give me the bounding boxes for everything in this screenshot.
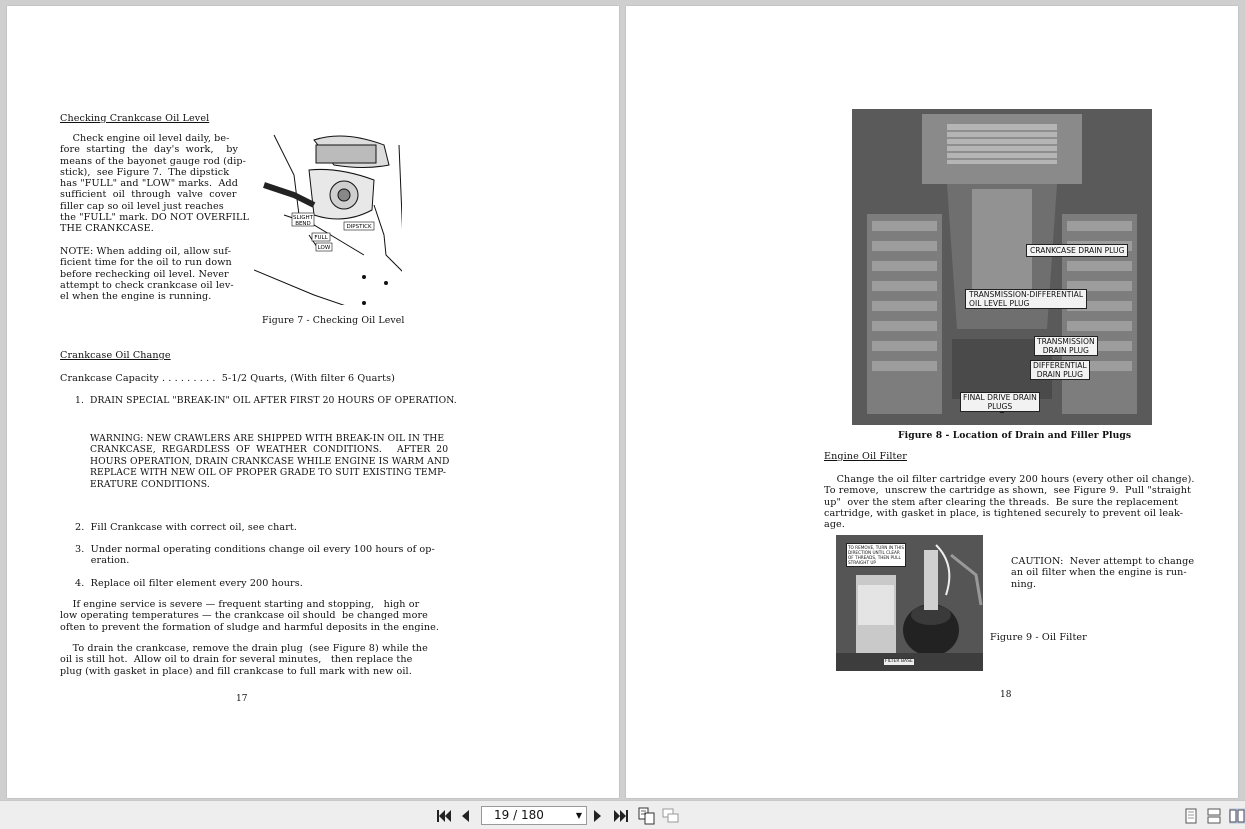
heading-engine-oil-filter: Engine Oil Filter — [824, 451, 907, 462]
fig7-bend-label-a: SLIGHT — [293, 215, 313, 221]
step-3-line: eration. — [75, 555, 130, 567]
check-oil-line: THE CRANKCASE. — [60, 223, 154, 234]
figure-9-caption: Figure 9 - Oil Filter — [990, 632, 1087, 643]
crankcase-capacity: Crankcase Capacity . . . . . . . . . 5-1/2 Quarts, (With filter 6 Quarts) — [60, 373, 395, 384]
step-4: 4. Replace oil filter element every 200 hours. — [75, 578, 303, 589]
label-crankcase-drain-plug: CRANKCASE DRAIN PLUG — [1026, 244, 1128, 257]
check-oil-line: means of the bayonet gauge rod (dip- — [60, 155, 246, 167]
figure-8-caption: Figure 8 - Location of Drain and Filler Plugs — [898, 430, 1132, 441]
figure-9-oil-filter-photo — [836, 535, 983, 671]
step-1: 1. DRAIN SPECIAL "BREAK-IN" OIL AFTER FIRST 20 HOURS OF OPERATION. — [75, 395, 457, 406]
next-page-icon[interactable] — [594, 810, 602, 822]
label-differential-drain-plug: DIFFERENTIAL DRAIN PLUG — [1030, 360, 1090, 380]
drain-line: plug (with gasket in place) and fill crankcase to full mark with new oil. — [60, 665, 412, 677]
page-number-value: 19 / 180 — [494, 808, 544, 822]
heading-checking-oil-level: Checking Crankcase Oil Level — [60, 113, 210, 124]
chevron-down-icon: ▼ — [575, 811, 582, 820]
caution-line: an oil filter when the engine is run- — [1011, 567, 1187, 579]
filter-line: Change the oil filter cartridge every 200 hours (every other oil change). — [824, 474, 1195, 485]
severe-line: If engine service is severe — frequent starting and stopping, high or — [60, 599, 420, 610]
step-3-line: 3. Under normal operating conditions change oil every 100 hours of op- — [75, 544, 435, 555]
check-oil-line: the "FULL" mark. DO NOT OVERFILL — [60, 211, 249, 223]
first-page-icon[interactable] — [437, 810, 451, 822]
note-line: before rechecking oil level. Never — [60, 268, 229, 280]
filter-line: up" over the stem after clearing the threads. Be sure the replacement — [824, 496, 1179, 508]
note-line: NOTE: When adding oil, allow suf- — [60, 246, 232, 257]
label-transmission-drain-plug: TRANSMISSION DRAIN PLUG — [1034, 336, 1098, 356]
drain-line: oil is still hot. Allow oil to drain for several minutes, then replace the — [60, 654, 413, 666]
fig9-instruction-label: TO REMOVE, TURN IN THIS DIRECTION UNTIL CLEAR OF THREADS, THEN PULL STRAIGHT UP — [848, 545, 905, 565]
heading-oil-change: Crankcase Oil Change — [60, 350, 171, 361]
double-page-view-icon[interactable] — [1229, 808, 1245, 824]
caution-line: ning. — [1011, 578, 1037, 590]
filter-line: To remove, unscrew the cartridge as shown, see Figure 9. Pull "straight — [824, 485, 1192, 497]
page-number-17: 17 — [236, 694, 248, 704]
warning-line: REPLACE WITH NEW OIL OF PROPER GRADE TO SUIT EXISTING TEMP- — [90, 467, 447, 479]
single-page-view-icon[interactable] — [1185, 808, 1197, 824]
fig7-dipstick-label: DIPSTICK — [346, 224, 372, 230]
fig7-full-label: FULL — [314, 235, 328, 241]
page-number-18: 18 — [1000, 690, 1012, 700]
warning-line: HOURS OPERATION, DRAIN CRANKCASE WHILE ENGINE IS WARM AND — [90, 455, 450, 467]
label-final-drive-drain-plugs: FINAL DRIVE DRAIN PLUGS — [960, 392, 1040, 412]
filter-line: cartridge, with gasket in place, is tightened securely to prevent oil leak- — [824, 507, 1184, 519]
fig9-filter-base-label: FILTER BASE — [885, 659, 913, 664]
facing-pages-icon[interactable] — [662, 808, 680, 824]
caution-line: CAUTION: Never attempt to change — [1011, 556, 1195, 567]
note-line: attempt to check crankcase oil lev- — [60, 279, 234, 291]
fig7-bend-label-b: BEND — [295, 221, 311, 227]
figure-7-caption: Figure 7 - Checking Oil Level — [262, 315, 405, 326]
fig7-low-label: LOW — [317, 245, 331, 251]
previous-page-icon[interactable] — [461, 810, 469, 822]
severe-line: often to prevent the formation of sludge and harmful deposits in the engine. — [60, 621, 440, 633]
page-number-select[interactable] — [481, 806, 587, 825]
figure-7-dipstick-drawing — [254, 125, 402, 305]
note-line: ficient time for the oil to run down — [60, 257, 232, 269]
continuous-view-icon[interactable] — [1207, 808, 1221, 824]
check-oil-line: fore starting the day's work, by — [60, 144, 238, 156]
note-line: el when the engine is running. — [60, 291, 212, 302]
check-oil-line: sufficient oil through valve cover — [60, 189, 237, 201]
label-transmission-differential-level-plug: TRANSMISSION-DIFFERENTIAL OIL LEVEL PLUG — [965, 289, 1087, 309]
drain-line: To drain the crankcase, remove the drain plug (see Figure 8) while the — [60, 643, 428, 654]
warning-line: CRANKCASE, REGARDLESS OF WEATHER CONDITIONS. AFTER 20 — [90, 444, 449, 456]
viewer-toolbar — [0, 800, 1245, 829]
last-page-icon[interactable] — [614, 810, 628, 822]
warning-line: ERATURE CONDITIONS. — [90, 478, 210, 490]
severe-line: low operating temperatures — the crankcase oil should be changed more — [60, 610, 428, 622]
check-oil-line: has "FULL" and "LOW" marks. Add — [60, 178, 238, 189]
check-oil-line: stick), see Figure 7. The dipstick — [60, 166, 230, 178]
two-page-view-icon[interactable] — [638, 807, 656, 825]
figure-8-crawler-photo — [852, 109, 1152, 425]
warning-line: WARNING: NEW CRAWLERS ARE SHIPPED WITH BREAK-IN OIL IN THE — [90, 433, 445, 444]
check-oil-line: Check engine oil level daily, be- — [60, 133, 230, 144]
filter-line: age. — [824, 519, 845, 531]
check-oil-line: filler cap so oil level just reaches — [60, 200, 224, 212]
step-2: 2. Fill Crankcase with correct oil, see chart. — [75, 522, 297, 533]
